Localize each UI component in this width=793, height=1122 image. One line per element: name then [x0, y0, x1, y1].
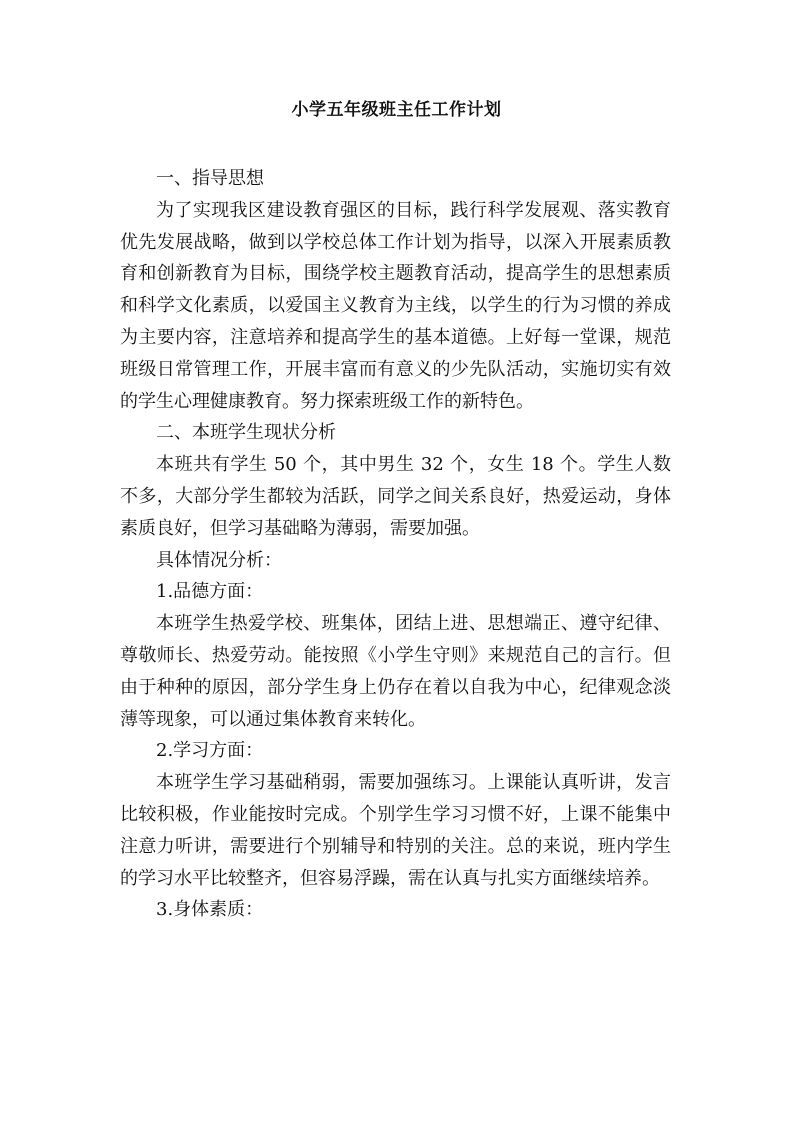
paragraph-class-overview: 本班共有学生 50 个，其中男生 32 个，女生 18 个。学生人数不多，大部分学生都较为活跃，同学之间关系良好，热爱运动，身体素质良好，但学习基础略为薄弱，需要加强。: [120, 454, 671, 539]
document-body: [120, 163, 671, 926]
subheading-detailed-analysis: 具体情况分析：: [156, 549, 282, 571]
section-heading-guiding-thought: 一、指导思想: [156, 168, 264, 189]
subheading-physical-quality: 3.身体素质：: [156, 899, 264, 921]
paragraph-moral-aspect: 本班学生热爱学校、班集体，团结上进、思想端正、遵守纪律、尊敬师长、热爱劳动。能按照《小学生守则》来规范自己的言行。但由于种种的原因，部分学生身上仍存在着以自我为中心，纪律观念淡薄等现象，可以通过集体教育来转化。: [120, 613, 671, 730]
paragraph-guiding-thought: 为了实现我区建设教育强区的目标，践行科学发展观、落实教育优先发展战略，做到以学校总体工作计划为指导，以深入开展素质教育和创新教育为目标，围绕学校主题教育活动，提高学生的思想素质和科学文化素质，以爱国主义教育为主线，以学生的行为习惯的养成为主要内容，注意培养和提高学生的基本道德。上好每一堂课，规范班级日常管理工作，开展丰富而有意义的少先队活动，实施切实有效的学生心理健康教育。努力探索班级工作的新特色。: [120, 199, 671, 412]
section-heading-class-analysis: 二、本班学生现状分析: [156, 422, 336, 444]
paragraph-learning-aspect: 本班学生学习基础稍弱，需要加强练习。上课能认真听讲，发言比较积极，作业能按时完成。个别学生学习习惯不好，上课不能集中注意力听讲，需要进行个别辅导和特别的关注。总的来说，班内学生的学习水平比较整齐，但容易浮躁，需在认真与扎实方面继续培养。: [120, 772, 671, 889]
subheading-moral-aspect: 1.品德方面：: [156, 581, 264, 603]
subheading-learning-aspect: 2.学习方面：: [156, 740, 264, 762]
document-title: 小学五年级班主任工作计划: [291, 100, 502, 120]
